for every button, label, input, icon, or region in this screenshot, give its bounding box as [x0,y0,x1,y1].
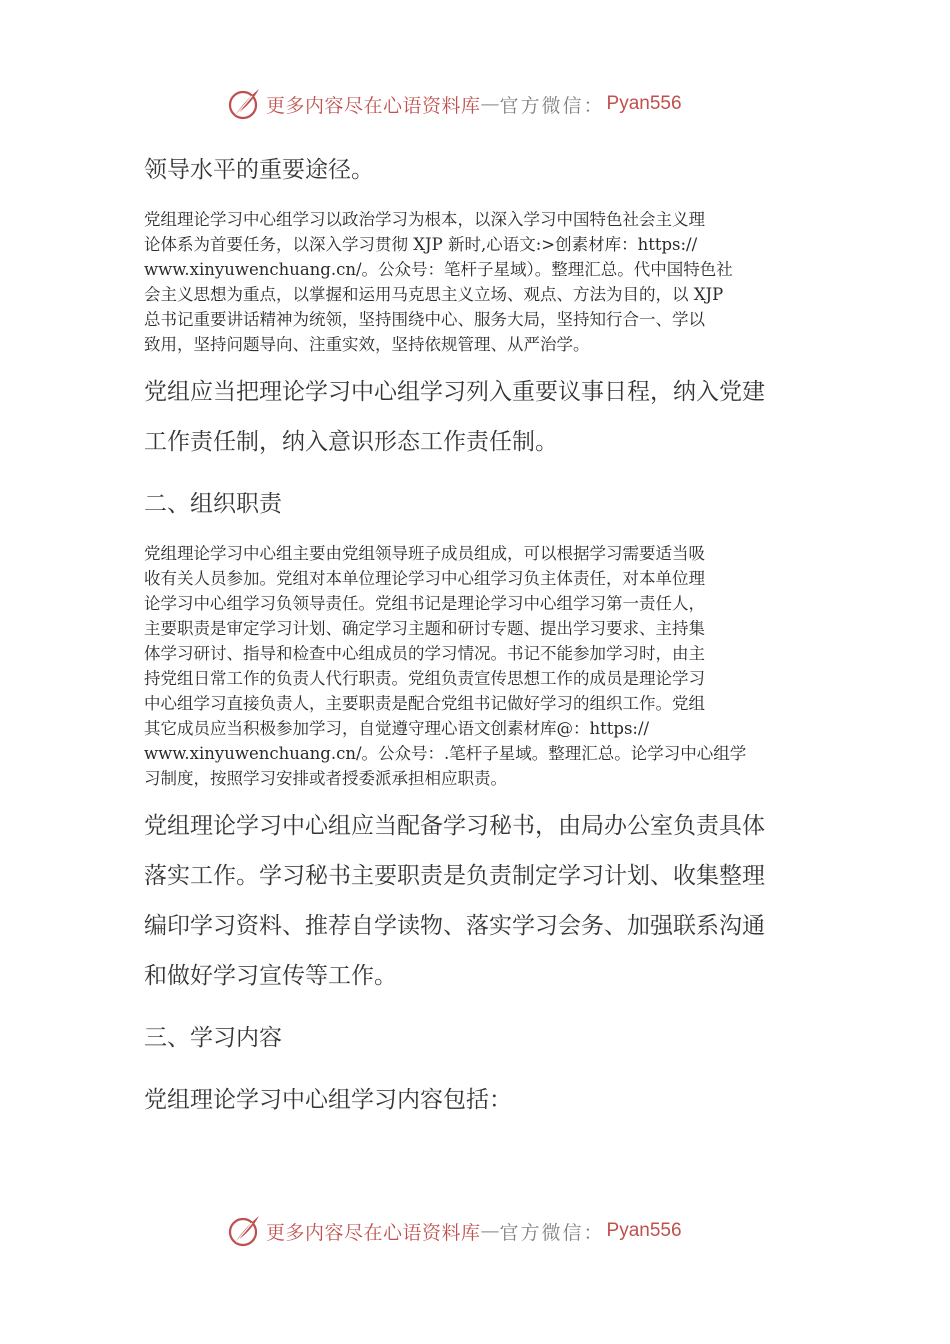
banner-wechat-label: 官方微信： [499,94,605,117]
section-heading-3: 三、学习内容 [144,1025,282,1051]
paragraph-large-2: 党组理论学习中心组应当配备学习秘书，由局办公室负责具体 落实工作。学习秘书主要职责是负责制定学习计划、收集整理 编印学习资料、推荐自学读物、落实学习会务、加强联系沟通 和做好学习宣传等工作。 [144,813,765,989]
banner-text: 更多内容尽在心语资料库 [266,94,481,117]
paragraph-large-1: 党组应当把理论学习中心组学习列入重要议事日程，纳入党建 工作责任制，纳入意识形态工作责任制。 [144,379,765,455]
quill-pen-logo-icon [226,86,262,122]
banner-wechat-id: Pyan556 [606,1220,682,1241]
quill-pen-logo-icon [226,1213,262,1249]
paragraph-small-1: 党组理论学习中心组学习以政治学习为根本，以深入学习中国特色社会主义理 论体系为首要任务，以深入学习贯彻 XJP 新时,心语文:>创素材库：https:// www.xinyuwenchuang.cn/。公众号：笔杆子星域）。整理汇总。代中国特色社 会主义思想为重点，以掌握和运用马克思主义立场、观点、方法为目的，以 XJP 总书记重要讲话精神为统领，坚持围绕中心、服务大局，坚持知行合一、学以 致用，坚持问题导向、注重实效，坚持依规管理、从严治学。 [144,210,733,354]
banner-wechat-id: Pyan556 [606,93,682,114]
paragraph-continuation: 领导水平的重要途径。 [144,157,374,183]
paragraph-large-3: 党组理论学习中心组学习内容包括： [144,1087,512,1113]
banner-wechat-label: 官方微信： [499,1221,605,1244]
banner-text: 更多内容尽在心语资料库 [266,1221,481,1244]
banner-dash: — [480,1220,500,1242]
footer-banner [226,1211,682,1251]
section-heading-2: 二、组织职责 [144,491,282,517]
paragraph-small-2: 党组理论学习中心组主要由党组领导班子成员组成，可以根据学习需要适当吸 收有关人员参加。党组对本单位理论学习中心组学习负主体责任，对本单位理 论学习中心组学习负领导责任。党组书记是理论学习中心组学习第一责任人， 主要职责是审定学习计划、确定学习主题和研讨专题、提出学习要求、主持集 体学习研讨、指导和检查中心组成员的学习情况。书记不能参加学习时，由主 持党组日常工作的负责人代行职责。党组负责宣传思想工作的成员是理论学习 中心组学习直接负责人，主要职责是配合党组书记做好学习的组织工作。党组 其它成员应当积极参加学习，自觉遵守理心语文创素材库@：https:// www.xinyuwenchuang.cn/。公众号：.笔杆子星域。整理汇总。论学习中心组学 习制度，按照学习安排或者授委派承担相应职责。 [144,544,747,788]
header-banner [226,84,682,124]
banner-dash: — [480,93,500,115]
